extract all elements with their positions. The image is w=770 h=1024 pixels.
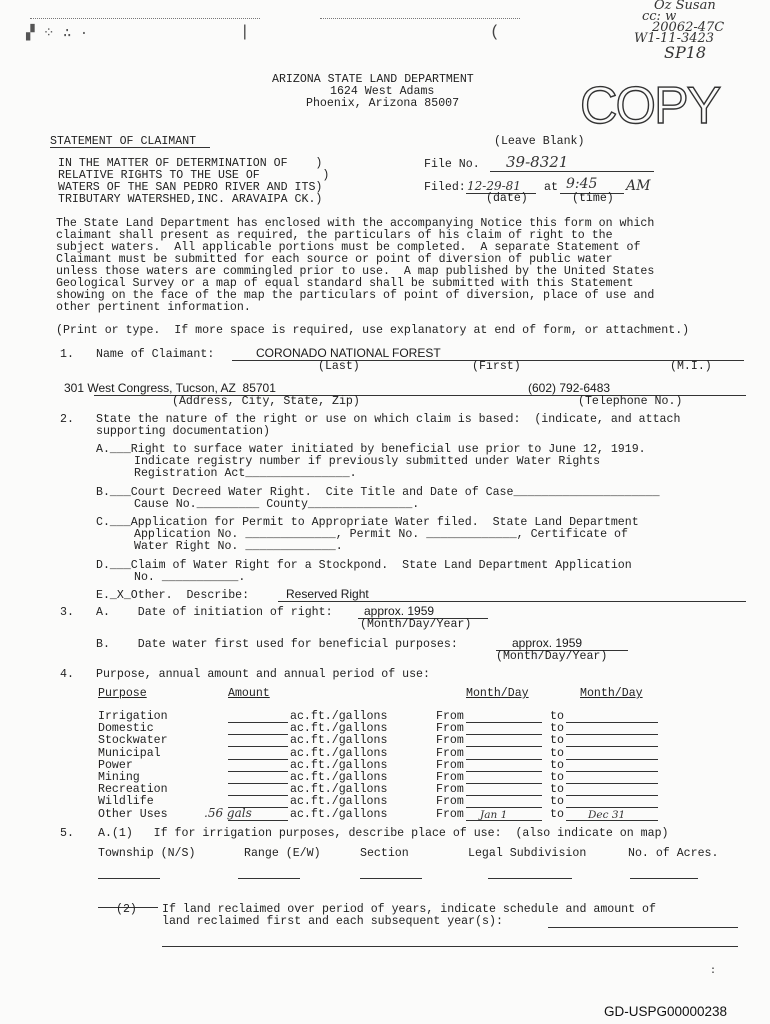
q4-number: 4. — [60, 668, 74, 681]
to-blank — [566, 795, 658, 796]
to-blank — [566, 759, 658, 760]
copy-stamp: COPY — [580, 77, 720, 135]
intro-line: showing on the face of the map the particulars of point of diversion, place of use and — [56, 289, 655, 302]
intro-line: Claimant must be submitted for each source or point of diversion of public water — [56, 253, 613, 266]
amount-blank — [228, 783, 288, 784]
option-e: E._X_Other. Describe: — [96, 589, 250, 602]
amount-unit: ac.ft./gallons — [290, 722, 388, 735]
from-label: From — [436, 795, 464, 808]
legal-blank — [488, 878, 572, 879]
intro-line: other pertinent information. — [56, 301, 251, 314]
to-blank — [566, 734, 658, 735]
from-label: From — [436, 734, 464, 747]
to-blank — [566, 746, 658, 747]
use-purpose: Municipal — [98, 747, 161, 760]
q5a2-number: (2) — [116, 903, 137, 916]
use-purpose: Mining — [98, 771, 140, 784]
from-label: From — [436, 722, 464, 735]
amount-blank — [228, 771, 288, 772]
township-blank — [98, 878, 160, 879]
matter-line: TRIBUTARY WATERSHED,INC. ARAVAIPA CK.) — [58, 193, 323, 206]
print-note: (Print or type. If more space is required, use explanatory at end of form, or attachment.) — [56, 324, 690, 337]
from-label: From — [436, 759, 464, 772]
from-blank — [466, 746, 542, 747]
col-purpose: Purpose — [98, 687, 147, 700]
agency-name: ARIZONA STATE LAND DEPARTMENT — [272, 73, 474, 86]
from-label: From — [436, 710, 464, 723]
q5a1-text: A.(1) If for irrigation purposes, describe place of use: (also indicate on map) — [98, 827, 669, 840]
option-c-text: Water Right No. _____________. — [134, 540, 343, 553]
use-purpose: Irrigation — [98, 710, 168, 723]
from-blank — [466, 807, 542, 808]
to-blank — [566, 722, 658, 723]
to-label: to — [550, 747, 564, 760]
scan-smudge: ▞ ⁘ ∴ · — [26, 26, 89, 42]
col-section: Section — [360, 847, 409, 860]
col-month-from: Month/Day — [466, 687, 529, 700]
handwritten-note: cc: w — [642, 9, 677, 24]
col-acres: No. of Acres. — [628, 847, 719, 860]
initiation-date: approx. 1959 — [364, 604, 435, 618]
to-blank — [566, 771, 658, 772]
file-no-line — [490, 171, 654, 172]
from-blank — [466, 734, 542, 735]
amount-unit: ac.ft./gallons — [290, 759, 388, 772]
filed-date: 12-29-81 — [467, 179, 521, 193]
agency-street: 1624 West Adams — [330, 85, 435, 98]
to-label: to — [550, 734, 564, 747]
use-from-date: Jan 1 — [480, 809, 508, 821]
reclaimed-line-2 — [162, 946, 738, 947]
from-blank — [466, 722, 542, 723]
filed-label: Filed: — [424, 181, 466, 194]
handwritten-routing-notes — [634, 0, 724, 62]
filed-at-label: at — [544, 181, 558, 194]
from-label: From — [436, 747, 464, 760]
option-c: C.___Application for Permit to Appropriate Water filed. State Land Department — [96, 516, 639, 529]
handwritten-note: 20062-47C — [652, 20, 725, 35]
claimant-phone: (602) 792-6483 — [528, 381, 611, 395]
use-amount: .56 gals — [204, 806, 252, 820]
caption-address: (Address, City, State, Zip) — [172, 395, 360, 408]
scan-mark: ( — [490, 23, 500, 41]
scan-artifact-line — [320, 18, 520, 19]
q2-number: 2. — [60, 413, 74, 426]
option-a: A.___Right to surface water initiated by beneficial use prior to June 12, 1919. — [96, 443, 646, 456]
amount-unit: ac.ft./gallons — [290, 808, 388, 821]
caption-last: (Last) — [318, 360, 360, 373]
option-d-text: No. ___________. — [134, 571, 246, 584]
from-blank — [466, 783, 542, 784]
from-blank — [466, 795, 542, 796]
matter-line: IN THE MATTER OF DETERMINATION OF ) — [58, 157, 323, 170]
q3b-label: B. Date water first used for beneficial purposes: — [96, 638, 458, 651]
amount-blank — [228, 722, 288, 723]
filed-ampm: AM — [626, 178, 651, 194]
use-purpose: Power — [98, 759, 133, 772]
to-label: to — [550, 795, 564, 808]
claimant-address: 301 West Congress, Tucson, AZ 85701 — [64, 381, 276, 395]
handwritten-note: W1-11-3423 — [634, 31, 715, 46]
to-blank — [566, 783, 658, 784]
intro-line: Geological Survey or a map of equal standard shall be submitted with this Statement — [56, 277, 634, 290]
intro-line: claimant shall present as required, the particulars of his claim of right to the — [56, 229, 613, 242]
caption-phone: (Telephone No.) — [578, 395, 683, 408]
scan-mark: : — [710, 966, 717, 977]
q3a-label: A. Date of initiation of right: — [96, 606, 333, 619]
to-label: to — [550, 808, 564, 821]
scan-artifact-line — [30, 18, 260, 19]
intro-line: The State Land Department has enclosed with the accompanying Notice this form on which — [56, 217, 655, 230]
amount-unit: ac.ft./gallons — [290, 771, 388, 784]
q4-label: Purpose, annual amount and annual period of use: — [96, 668, 430, 681]
range-blank — [238, 878, 300, 879]
initiation-caption: (Month/Day/Year) — [360, 618, 472, 631]
amount-blank — [228, 820, 288, 821]
amount-unit: ac.ft./gallons — [290, 734, 388, 747]
amount-unit: ac.ft./gallons — [290, 783, 388, 796]
leave-blank-label: (Leave Blank) — [494, 135, 585, 148]
first-use-caption: (Month/Day/Year) — [496, 650, 608, 663]
bates-number: GD-USPG00000238 — [604, 1004, 728, 1019]
q5a2-text: If land reclaimed over period of years, indicate schedule and amount of — [162, 903, 656, 916]
q2-text: State the nature of the right or use on which claim is based: (indicate, and attach — [96, 413, 681, 426]
col-amount: Amount — [228, 687, 270, 700]
file-no-value: 39-8321 — [506, 153, 569, 171]
caption-first: (First) — [472, 360, 521, 373]
from-label: From — [436, 771, 464, 784]
from-blank — [466, 759, 542, 760]
use-to-date: Dec 31 — [588, 809, 626, 821]
other-right-value: Reserved Right — [286, 587, 369, 601]
intro-line: subject waters. All applicable portions must be completed. A separate Statement of — [56, 241, 641, 254]
to-label: to — [550, 722, 564, 735]
agency-city: Phoenix, Arizona 85007 — [306, 97, 460, 110]
matter-line: RELATIVE RIGHTS TO THE USE OF ) — [58, 169, 330, 182]
q1-number: 1. — [60, 348, 74, 361]
use-purpose: Wildlife — [98, 795, 154, 808]
to-label: to — [550, 783, 564, 796]
use-purpose: Stockwater — [98, 734, 168, 747]
statement-title: STATEMENT OF CLAIMANT — [50, 135, 197, 148]
col-township: Township (N/S) — [98, 847, 196, 860]
to-label: to — [550, 771, 564, 784]
option-b: B.___Court Decreed Water Right. Cite Title and Date of Case_____________________ — [96, 486, 660, 499]
option-b-text: Cause No._________ County_______________. — [134, 498, 420, 511]
scan-mark: | — [240, 23, 250, 41]
q2-text: supporting documentation) — [96, 425, 270, 438]
amount-blank — [228, 795, 288, 796]
caption-mi: (M.I.) — [670, 360, 712, 373]
option-d: D.___Claim of Water Right for a Stockpond. State Land Department Application — [96, 559, 632, 572]
filed-time: 9:45 — [566, 176, 598, 192]
option-a-text: Registration Act_______________. — [134, 467, 357, 480]
option-a-text: Indicate registry number if previously submitted under Water Rights — [134, 455, 601, 468]
amount-unit: ac.ft./gallons — [290, 710, 388, 723]
use-purpose: Domestic — [98, 722, 154, 735]
q1-label: Name of Claimant: — [96, 348, 215, 361]
reclaimed-line — [548, 927, 738, 928]
col-range: Range (E/W) — [244, 847, 321, 860]
other-right-line — [278, 601, 746, 602]
col-legal: Legal Subdivision — [468, 847, 587, 860]
time-caption: (time) — [572, 192, 614, 205]
to-blank — [566, 807, 658, 808]
amount-blank — [228, 759, 288, 760]
q5a2-text: land reclaimed first and each subsequent year(s): — [162, 915, 503, 928]
col-month-to: Month/Day — [580, 687, 643, 700]
from-label: From — [436, 808, 464, 821]
claimant-name: CORONADO NATIONAL FOREST — [256, 346, 441, 360]
q5-number: 5. — [60, 827, 74, 840]
use-purpose: Recreation — [98, 783, 168, 796]
to-label: to — [550, 710, 564, 723]
from-label: From — [436, 783, 464, 796]
section-blank — [360, 878, 422, 879]
intro-line: unless those waters are commingled prior to use. A map published by the United States — [56, 265, 655, 278]
first-use-date: approx. 1959 — [512, 636, 583, 650]
q3-number: 3. — [60, 606, 74, 619]
handwritten-note: SP18 — [664, 43, 707, 62]
amount-unit: ac.ft./gallons — [290, 795, 388, 808]
date-caption: (date) — [486, 192, 528, 205]
matter-line: WATERS OF THE SAN PEDRO RIVER AND ITS) — [58, 181, 323, 194]
handwritten-note: Oz Susan — [654, 0, 716, 13]
to-label: to — [550, 759, 564, 772]
option-c-text: Application No. _____________, Permit No. _____________, Certificate of — [134, 528, 628, 541]
amount-blank — [228, 746, 288, 747]
from-blank — [466, 771, 542, 772]
acres-blank — [630, 878, 698, 879]
amount-blank — [228, 734, 288, 735]
use-purpose: Other Uses — [98, 808, 168, 821]
amount-unit: ac.ft./gallons — [290, 747, 388, 760]
title-underline — [50, 147, 210, 148]
file-no-label: File No. — [424, 158, 480, 171]
